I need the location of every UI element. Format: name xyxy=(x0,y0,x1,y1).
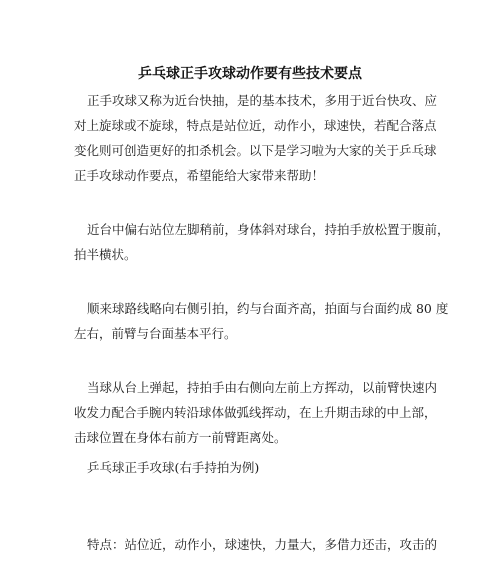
paragraph-line: 变化则可创造更好的扣杀机会。以下是学习啦为大家的关于乒乓球 xyxy=(74,143,437,158)
paragraph-line: 特点：站位近，动作小，球速快，力量大，多借力还击，攻击的 xyxy=(87,537,438,552)
subheading-line: 乒乓球正手攻球(右手持拍为例) xyxy=(87,460,260,475)
paragraph-line: 收发力配合手腕内转沿球体做弧线挥动，在上升期击球的中上部， xyxy=(74,405,437,420)
paragraph-subheading xyxy=(74,455,434,480)
paragraph-stance xyxy=(74,217,450,267)
paragraph-backswing xyxy=(74,296,449,346)
paragraph-line: 当球从台上弹起，持拍手由右侧向左前上方挥动，以前臂快速内 xyxy=(87,380,438,395)
document-title: 乒乓球正手攻球动作要有些技术要点 xyxy=(138,66,362,82)
paragraph-intro xyxy=(74,88,438,188)
paragraph-line: 左右，前臂与台面基本平行。 xyxy=(74,326,237,341)
paragraph-line: 对上旋球或不旋球，特点是站位近，动作小，球速快，若配合落点 xyxy=(74,118,437,133)
paragraph-line: 正手攻球又称为近台快抽，是的基本技术，多用于近台快攻、应 xyxy=(87,93,438,108)
paragraph-stroke xyxy=(74,375,438,450)
paragraph-line: 击球位置在身体右前方一前臂距离处。 xyxy=(74,430,287,445)
paragraph-features xyxy=(74,532,438,557)
paragraph-line: 顺来球路线略向右侧引拍，约与台面齐高，拍面与台面约成 80 度 xyxy=(87,301,449,316)
paragraph-line: 拍半横状。 xyxy=(74,247,137,262)
paragraph-line: 近台中偏右站位左脚稍前，身体斜对球台，持拍手放松置于腹前， xyxy=(87,222,450,237)
paragraph-line: 正手攻球动作要点，希望能给大家带来帮助！ xyxy=(74,168,325,183)
